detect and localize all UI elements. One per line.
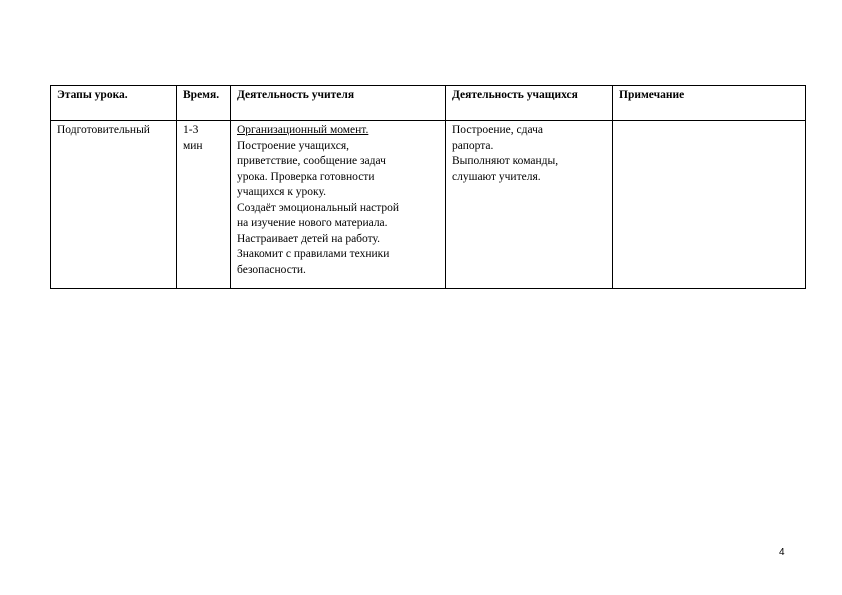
cell-stage — [51, 121, 177, 289]
header-teacher-activity: Деятельность учителя — [231, 86, 446, 121]
teacher-line-6: на изучение нового материала. — [237, 217, 388, 229]
cell-students-activity — [446, 121, 613, 289]
cell-time — [177, 121, 231, 289]
cell-note — [613, 121, 806, 289]
header-note: Примечание — [613, 86, 806, 121]
cell-teacher-activity — [231, 121, 446, 289]
stage-text: Подготовительный — [57, 124, 150, 136]
teacher-line-1: Построение учащихся, — [237, 139, 349, 152]
students-line-3: Выполняют команды, — [452, 155, 559, 167]
teacher-line-4: учащихся к уроку. — [237, 186, 326, 198]
table-row — [51, 121, 806, 289]
teacher-heading: Организационный момент. — [237, 124, 369, 136]
teacher-line-5: Создаёт эмоциональный настрой — [237, 201, 400, 214]
teacher-line-3: урока. Проверка готовности — [237, 170, 375, 183]
students-line-1: Построение, сдача — [452, 124, 544, 136]
header-stages: Этапы урока. — [51, 86, 177, 121]
page-number: 4 — [779, 547, 785, 558]
time-line-1: 1-3 — [183, 124, 199, 136]
header-time: Время. — [177, 86, 231, 121]
lesson-plan-table — [50, 85, 806, 289]
teacher-line-7: Настраивает детей на работу. — [237, 232, 380, 245]
students-line-4: слушают учителя. — [452, 170, 541, 183]
time-line-2: мин — [183, 139, 203, 152]
table-header-row — [51, 86, 806, 121]
teacher-line-9: безопасности. — [237, 263, 306, 276]
header-students-activity: Деятельность учащихся — [446, 86, 613, 121]
teacher-line-2: приветствие, сообщение задач — [237, 155, 386, 167]
students-line-2: рапорта. — [452, 139, 494, 152]
teacher-line-8: Знакомит с правилами техники — [237, 248, 390, 260]
